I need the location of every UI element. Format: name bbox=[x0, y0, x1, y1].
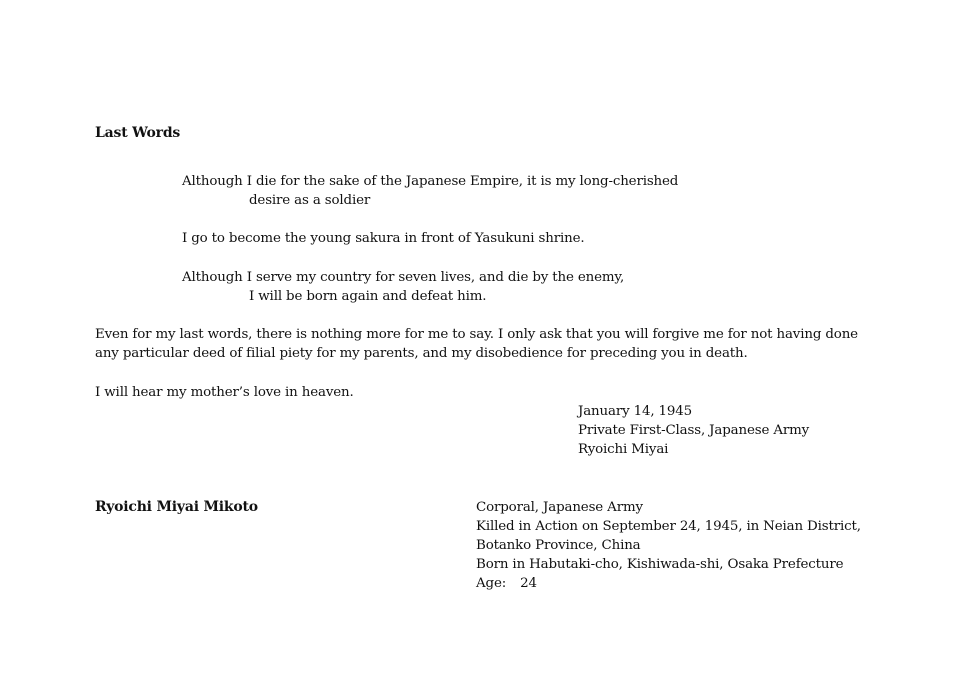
profile-location: Botanko Province, China bbox=[476, 538, 641, 553]
poem-line: I will be born again and defeat him. bbox=[249, 289, 487, 304]
poem-line: Although I die for the sake of the Japanese Empire, it is my long-cherished bbox=[182, 174, 679, 189]
document-title: Last Words bbox=[95, 125, 181, 141]
poem-line: I go to become the young sakura in front of Yasukuni shrine. bbox=[182, 231, 585, 246]
profile-age bbox=[476, 574, 537, 593]
profile-age-value: 24 bbox=[520, 576, 537, 591]
poem-line: desire as a soldier bbox=[249, 193, 371, 208]
closing-line: I will hear my mother’s love in heaven. bbox=[95, 385, 354, 400]
poem-line: Although I serve my country for seven lives, and die by the enemy, bbox=[182, 270, 625, 285]
profile-killed: Killed in Action on September 24, 1945, in Neian District, bbox=[476, 519, 861, 534]
paragraph-line: Even for my last words, there is nothing more for me to say. I only ask that you will forgive me for not having done bbox=[95, 327, 858, 342]
profile-rank: Corporal, Japanese Army bbox=[476, 500, 643, 515]
profile-birthplace: Born in Habutaki-cho, Kishiwada-shi, Osaka Prefecture bbox=[476, 557, 844, 572]
signature-date: January 14, 1945 bbox=[578, 404, 693, 419]
paragraph-line: any particular deed of filial piety for my parents, and my disobedience for preceding you in death. bbox=[95, 346, 748, 361]
signature-rank: Private First-Class, Japanese Army bbox=[578, 423, 810, 438]
profile-name: Ryoichi Miyai Mikoto bbox=[95, 499, 258, 515]
signature-name: Ryoichi Miyai bbox=[578, 442, 669, 457]
profile-age-label: Age: bbox=[476, 576, 507, 591]
